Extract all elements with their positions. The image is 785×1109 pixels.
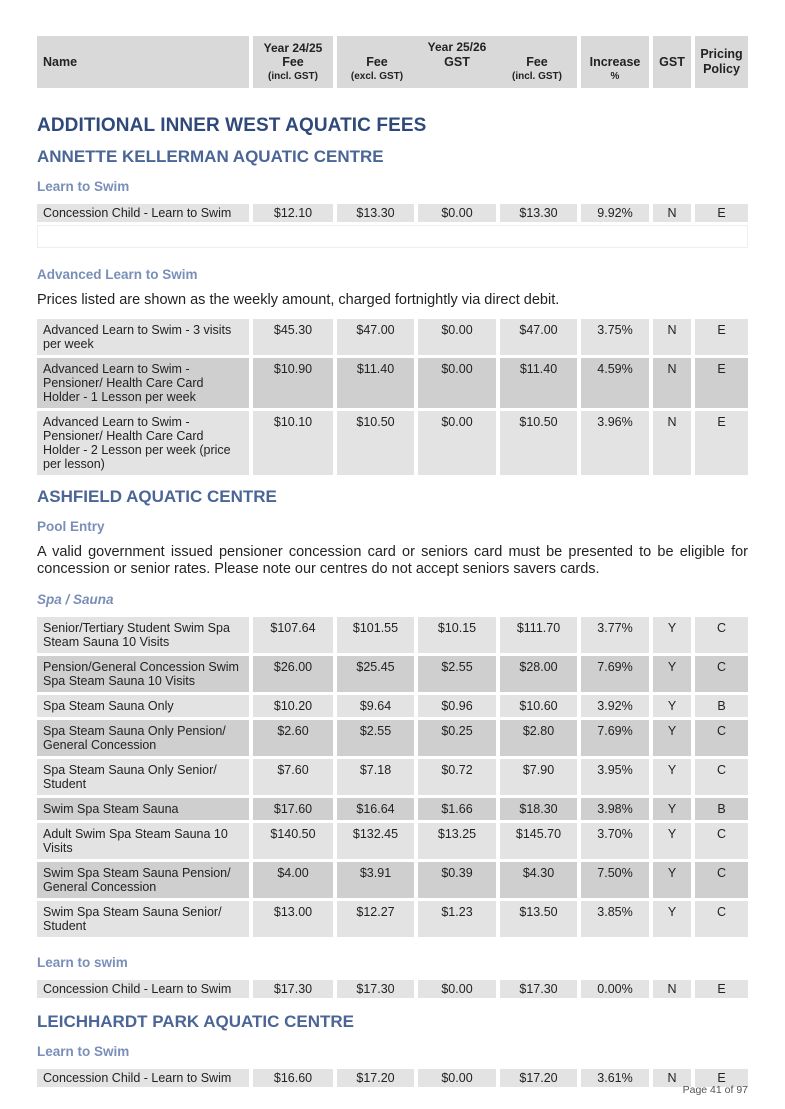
gst-flag: N <box>653 411 695 475</box>
fee-2526-excl: $16.64 <box>337 798 418 820</box>
fee-2526-excl: $101.55 <box>337 617 418 653</box>
increase-percent: 3.75% <box>581 319 653 355</box>
fee-2526-incl: $47.00 <box>500 319 581 355</box>
increase-percent: 3.61% <box>581 1069 653 1087</box>
table-row <box>37 1069 748 1087</box>
gst-flag: Y <box>653 759 695 795</box>
fee-2526-incl: $28.00 <box>500 656 581 692</box>
fee-2526-excl: $17.20 <box>337 1069 418 1087</box>
gst-flag: Y <box>653 798 695 820</box>
gst-flag: N <box>653 358 695 408</box>
fee-2425-incl: $13.00 <box>253 901 337 937</box>
fee-name: Adult Swim Spa Steam Sauna 10 Visits <box>37 823 253 859</box>
centre-title-annette: ANNETTE KELLERMAN AQUATIC CENTRE <box>37 147 384 166</box>
fee-2526-excl: $13.30 <box>337 204 418 222</box>
fee-2526-excl: $9.64 <box>337 695 418 717</box>
ashfield-spa-table <box>37 617 748 937</box>
gst-amount: $2.55 <box>418 656 500 692</box>
increase-percent: 3.77% <box>581 617 653 653</box>
ashfield-lts-table <box>37 980 748 998</box>
fee-2526-incl: $17.30 <box>500 980 581 998</box>
pricing-policy: E <box>695 980 748 998</box>
pricing-policy: B <box>695 695 748 717</box>
gst-flag: Y <box>653 695 695 717</box>
increase-percent: 3.70% <box>581 823 653 859</box>
header-year-2425: Year 24/25 Fee (incl. GST) <box>253 36 337 88</box>
gst-amount: $1.66 <box>418 798 500 820</box>
fee-2425-incl: $12.10 <box>253 204 337 222</box>
fee-2425-incl: $45.30 <box>253 319 337 355</box>
table-row <box>37 358 748 408</box>
fee-2425-incl: $107.64 <box>253 617 337 653</box>
increase-percent: 3.96% <box>581 411 653 475</box>
fee-name: Concession Child - Learn to Swim <box>37 980 253 998</box>
table-row <box>37 695 748 717</box>
category-advanced-learn-to-swim: Advanced Learn to Swim <box>37 267 198 282</box>
fee-2526-incl: $18.30 <box>500 798 581 820</box>
gst-flag: N <box>653 319 695 355</box>
category-pool-entry: Pool Entry <box>37 519 105 534</box>
gst-amount: $0.72 <box>418 759 500 795</box>
fee-name: Spa Steam Sauna Only Senior/ Student <box>37 759 253 795</box>
fee-2425-incl: $4.00 <box>253 862 337 898</box>
category-learn-to-swim-leichhardt: Learn to Swim <box>37 1044 130 1059</box>
gst-flag: N <box>653 204 695 222</box>
fee-2425-incl: $10.20 <box>253 695 337 717</box>
gst-amount: $13.25 <box>418 823 500 859</box>
fee-2526-incl: $7.90 <box>500 759 581 795</box>
fee-name: Swim Spa Steam Sauna Senior/ Student <box>37 901 253 937</box>
gst-amount: $0.00 <box>418 411 500 475</box>
fee-2425-incl: $140.50 <box>253 823 337 859</box>
centre-title-leichhardt: LEICHHARDT PARK AQUATIC CENTRE <box>37 1012 355 1031</box>
gst-amount: $0.00 <box>418 1069 500 1087</box>
fee-2425-incl: $7.60 <box>253 759 337 795</box>
fee-name: Spa Steam Sauna Only Pension/ General Concession <box>37 720 253 756</box>
table-row <box>37 411 748 475</box>
leichhardt-lts-table <box>37 1069 748 1087</box>
pricing-policy: C <box>695 901 748 937</box>
fee-2526-excl: $17.30 <box>337 980 418 998</box>
category-learn-to-swim: Learn to Swim <box>37 179 130 194</box>
fee-2526-excl: $12.27 <box>337 901 418 937</box>
fee-2526-incl: $111.70 <box>500 617 581 653</box>
gst-flag: N <box>653 1069 695 1087</box>
increase-percent: 3.95% <box>581 759 653 795</box>
fee-name: Concession Child - Learn to Swim <box>37 204 253 222</box>
header-pricing-policy: Pricing Policy <box>695 36 748 88</box>
fee-name: Swim Spa Steam Sauna <box>37 798 253 820</box>
fee-name: Spa Steam Sauna Only <box>37 695 253 717</box>
gst-amount: $0.00 <box>418 319 500 355</box>
fee-2526-incl: $13.50 <box>500 901 581 937</box>
fee-2526-excl: $11.40 <box>337 358 418 408</box>
fee-2526-incl: $4.30 <box>500 862 581 898</box>
header-gst: GST <box>653 36 695 88</box>
gst-flag: Y <box>653 720 695 756</box>
header-year-2526: Year 25/26 Fee (excl. GST) GST Fee (incl. GST) <box>337 36 581 88</box>
pricing-policy: C <box>695 617 748 653</box>
fee-2425-incl: $10.10 <box>253 411 337 475</box>
table-row <box>37 656 748 692</box>
gst-flag: Y <box>653 823 695 859</box>
table-row <box>37 901 748 937</box>
fee-2526-excl: $3.91 <box>337 862 418 898</box>
fee-2526-incl: $11.40 <box>500 358 581 408</box>
pricing-policy: E <box>695 411 748 475</box>
pool-entry-note: A valid government issued pensioner concession card or seniors card must be presented to be eligible for concession or senior rates. Please note our centres do not accept seniors savers cards. <box>37 544 748 577</box>
fee-2425-incl: $2.60 <box>253 720 337 756</box>
gst-amount: $0.00 <box>418 980 500 998</box>
fee-2425-incl: $16.60 <box>253 1069 337 1087</box>
pricing-policy: C <box>695 759 748 795</box>
table-row <box>37 759 748 795</box>
increase-percent: 7.69% <box>581 656 653 692</box>
gst-amount: $0.25 <box>418 720 500 756</box>
pricing-policy: E <box>695 319 748 355</box>
gst-amount: $0.00 <box>418 358 500 408</box>
table-row <box>37 980 748 998</box>
increase-percent: 4.59% <box>581 358 653 408</box>
table-row <box>37 720 748 756</box>
fee-name: Senior/Tertiary Student Swim Spa Steam Sauna 10 Visits <box>37 617 253 653</box>
category-spa-sauna: Spa / Sauna <box>37 592 114 607</box>
increase-percent: 9.92% <box>581 204 653 222</box>
fee-2526-incl: $17.20 <box>500 1069 581 1087</box>
pricing-policy: E <box>695 204 748 222</box>
table-header <box>37 36 748 88</box>
gst-flag: Y <box>653 656 695 692</box>
pricing-policy: E <box>695 1069 748 1087</box>
fee-2425-incl: $10.90 <box>253 358 337 408</box>
gst-flag: N <box>653 980 695 998</box>
gst-amount: $1.23 <box>418 901 500 937</box>
fee-name: Advanced Learn to Swim - Pensioner/ Health Care Card Holder - 2 Lesson per week (price per lesson) <box>37 411 253 475</box>
fee-name: Pension/General Concession Swim Spa Steam Sauna 10 Visits <box>37 656 253 692</box>
pricing-policy: C <box>695 720 748 756</box>
gst-amount: $0.39 <box>418 862 500 898</box>
fee-2526-excl: $7.18 <box>337 759 418 795</box>
fee-2526-excl: $47.00 <box>337 319 418 355</box>
centre-title-ashfield: ASHFIELD AQUATIC CENTRE <box>37 487 277 506</box>
increase-percent: 7.50% <box>581 862 653 898</box>
fee-2425-incl: $26.00 <box>253 656 337 692</box>
annette-advanced-table <box>37 319 748 475</box>
table-row <box>37 204 748 222</box>
table-row <box>37 862 748 898</box>
pricing-policy: C <box>695 823 748 859</box>
increase-percent: 3.92% <box>581 695 653 717</box>
header-name: Name <box>37 36 253 88</box>
annette-lts-table <box>37 204 748 222</box>
pricing-policy: E <box>695 358 748 408</box>
fee-name: Advanced Learn to Swim - 3 visits per week <box>37 319 253 355</box>
gst-flag: Y <box>653 862 695 898</box>
empty-row <box>37 225 748 248</box>
page-number: Page 41 of 97 <box>682 1084 748 1096</box>
increase-percent: 3.98% <box>581 798 653 820</box>
gst-amount: $0.96 <box>418 695 500 717</box>
header-increase: Increase % <box>581 36 653 88</box>
table-row <box>37 798 748 820</box>
fee-2526-incl: $10.50 <box>500 411 581 475</box>
fees-page <box>37 36 748 1090</box>
fee-2526-incl: $10.60 <box>500 695 581 717</box>
section-title: ADDITIONAL INNER WEST AQUATIC FEES <box>37 115 427 136</box>
fee-name: Swim Spa Steam Sauna Pension/ General Concession <box>37 862 253 898</box>
pricing-policy: C <box>695 656 748 692</box>
fee-2425-incl: $17.30 <box>253 980 337 998</box>
gst-amount: $10.15 <box>418 617 500 653</box>
table-row <box>37 319 748 355</box>
fee-2526-excl: $10.50 <box>337 411 418 475</box>
fee-2526-incl: $13.30 <box>500 204 581 222</box>
gst-flag: Y <box>653 901 695 937</box>
fee-2425-incl: $17.60 <box>253 798 337 820</box>
fee-2526-incl: $145.70 <box>500 823 581 859</box>
gst-flag: Y <box>653 617 695 653</box>
category-learn-to-swim-ashfield: Learn to swim <box>37 955 128 970</box>
table-row <box>37 823 748 859</box>
pricing-policy: B <box>695 798 748 820</box>
fee-2526-excl: $2.55 <box>337 720 418 756</box>
fee-name: Concession Child - Learn to Swim <box>37 1069 253 1087</box>
fee-2526-incl: $2.80 <box>500 720 581 756</box>
increase-percent: 3.85% <box>581 901 653 937</box>
fee-2526-excl: $132.45 <box>337 823 418 859</box>
increase-percent: 0.00% <box>581 980 653 998</box>
fee-name: Advanced Learn to Swim -Pensioner/ Health Care Card Holder - 1 Lesson per week <box>37 358 253 408</box>
pricing-policy: C <box>695 862 748 898</box>
increase-percent: 7.69% <box>581 720 653 756</box>
gst-amount: $0.00 <box>418 204 500 222</box>
table-row <box>37 617 748 653</box>
fee-2526-excl: $25.45 <box>337 656 418 692</box>
advanced-note: Prices listed are shown as the weekly amount, charged fortnightly via direct debit. <box>37 292 560 308</box>
